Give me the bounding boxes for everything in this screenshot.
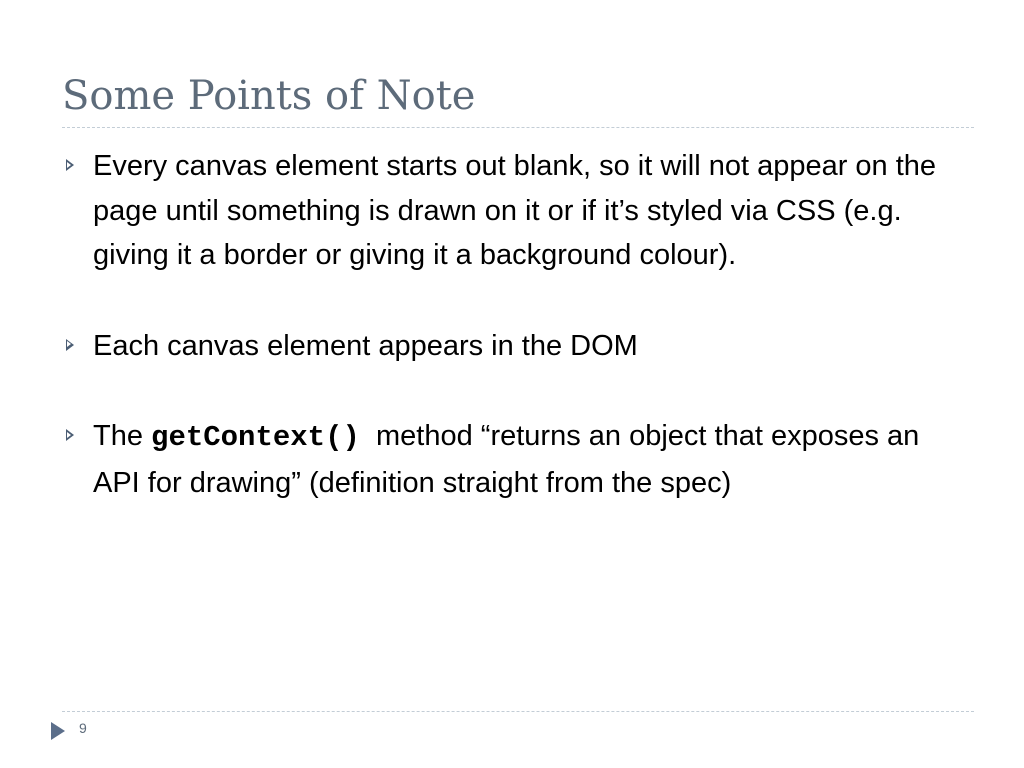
bullet-item: [62, 324, 962, 369]
triangle-bullet-icon: [66, 159, 74, 171]
bullet-text-after: method “returns an object that exposes an API for drawing” (definition straight from the spec): [93, 420, 920, 499]
triangle-bullet-icon: [66, 429, 74, 441]
bullet-text: Every canvas element starts out blank, so it will not appear on the page until something is drawn on it or if it’s styled via CSS (e.g. giving it a border or giving it a background colour).: [93, 150, 937, 271]
code-snippet: getContext(): [151, 421, 360, 454]
bullet-item: [62, 414, 962, 505]
bullet-item: [62, 144, 962, 278]
page-number: 9: [79, 720, 87, 736]
title-divider: [62, 127, 974, 128]
triangle-arrow-icon: [51, 722, 65, 740]
bullet-text: Each canvas element appears in the DOM: [93, 329, 638, 362]
bullet-list: [62, 144, 962, 505]
triangle-bullet-icon: [66, 339, 74, 351]
bullet-text-before: The: [93, 420, 143, 452]
slide-title: Some Points of Note: [62, 73, 476, 119]
footer-divider: [62, 711, 974, 712]
